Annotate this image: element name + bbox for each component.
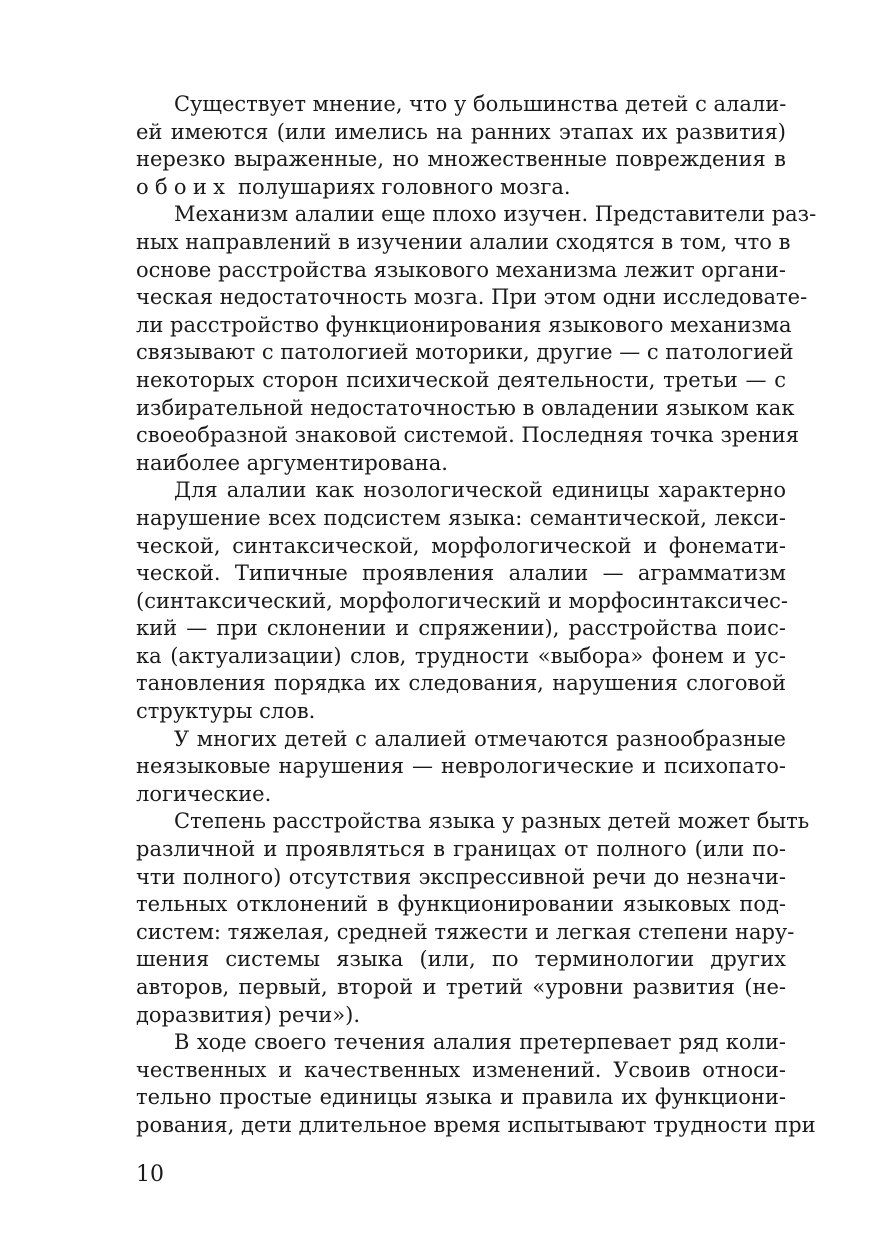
text-line: своеобразной знаковой системой. Последняя точка зрения xyxy=(136,423,800,448)
text-line: Степень расстройства языка у разных детей может быть xyxy=(174,809,810,834)
text-line: ческой, синтаксической, морфологической и фонемати- xyxy=(136,533,786,558)
text-line: различной и проявляться в границах от полного (или по- xyxy=(136,837,786,862)
text-line: шения системы языка (или, по терминологии других xyxy=(136,947,786,972)
paragraph xyxy=(136,91,786,201)
text-line: тельных отклонений в функционировании языковых под- xyxy=(136,892,786,917)
text-line xyxy=(136,174,786,202)
text-line: избирательной недостаточностью в овладении языком как xyxy=(136,395,795,420)
text-line: систем: тяжелая, средней тяжести и легкая степени нару- xyxy=(136,919,795,944)
paragraph xyxy=(136,1029,816,1139)
paragraph xyxy=(136,726,786,809)
spaced-emphasis-word: обоих xyxy=(136,174,232,199)
text-line: некоторых сторон психической деятельности, третьи — с xyxy=(136,367,786,392)
text-line: авторов, первый, второй и третий «уровни развития (не- xyxy=(136,975,786,999)
text-line: основе расстройства языкового механизма лежит органи- xyxy=(136,257,786,282)
text-line: наиболее аргументирована. xyxy=(136,450,448,475)
text-line: ческая недостаточность мозга. При этом одни исследовате- xyxy=(136,285,808,310)
text-line: ка (актуализации) слов, трудности «выбора» фонем и ус- xyxy=(136,643,786,668)
text-line: У многих детей с алалией отмечаются разнообразные xyxy=(174,726,786,751)
text-line: ли расстройство функционирования языкового механизма xyxy=(136,312,792,337)
text-line: логические. xyxy=(136,781,272,806)
text-line: В ходе своего течения алалия претерпевает ряд коли- xyxy=(174,1030,786,1055)
paragraph xyxy=(136,808,810,1029)
text-line: Механизм алалии еще плохо изучен. Представители раз- xyxy=(174,202,817,227)
text-line: Для алалии как нозологической единицы характерно xyxy=(174,478,786,503)
text-line: чти полного) отсутствия экспрессивной речи до незначи- xyxy=(136,864,786,889)
text-line: нарушение всех подсистем языка: семантической, лекси- xyxy=(136,505,786,530)
text-line: структуры слов. xyxy=(136,699,316,724)
text-line: Существует мнение, что у большинства детей с алали- xyxy=(174,92,787,116)
text-line: неязыковые нарушения — неврологические и психопато- xyxy=(136,754,786,779)
text-line: ческой. Типичные проявления алалии — аграмматизм xyxy=(136,561,786,586)
text-line: связывают с патологией моторики, другие — с патологией xyxy=(136,340,794,365)
text-line: кий — при склонении и спряжении), расстройства поис- xyxy=(136,616,786,641)
text-line: чественных и качественных изменений. Усвоив относи- xyxy=(136,1057,786,1082)
page-body xyxy=(136,91,817,1140)
text-fragment: полушариях головного мозга. xyxy=(231,174,571,199)
text-line: ей имеются (или имелись на ранних этапах их развития) xyxy=(136,119,786,144)
page-number: 10 xyxy=(136,1162,164,1187)
text-line: ных направлений в изучении алалии сходятся в том, что в xyxy=(136,229,791,254)
text-line: рования, дети длительное время испытывают трудности при xyxy=(136,1112,816,1137)
text-line: (синтаксический, морфологический и морфосинтаксичес- xyxy=(136,588,788,613)
text-line: тановления порядка их следования, нарушения слоговой xyxy=(136,671,786,696)
paragraph xyxy=(136,201,817,477)
paragraph xyxy=(136,477,786,725)
text-line: нерезко выраженные, но множественные повреждения в xyxy=(136,147,786,172)
text-line: тельно простые единицы языка и правила их функциони- xyxy=(136,1085,786,1110)
text-line: доразвития) речи»). xyxy=(136,1002,361,1027)
